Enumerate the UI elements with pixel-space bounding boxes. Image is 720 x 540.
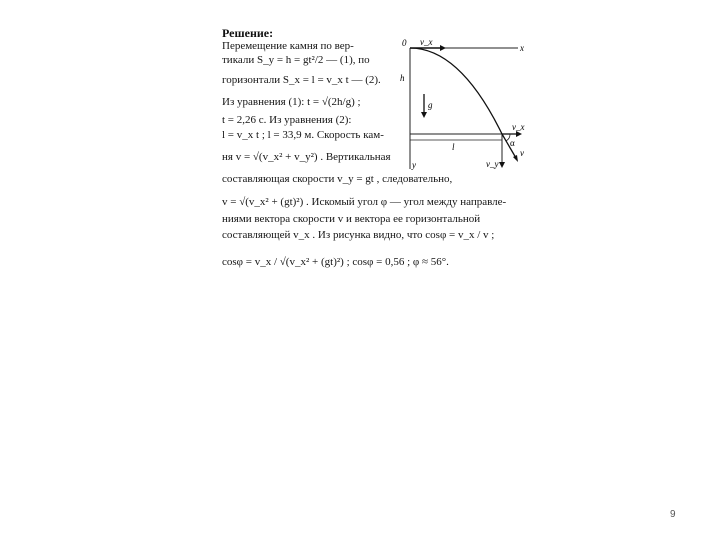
solution-line: горизонтали S_x = l = v_x t — (2).	[222, 74, 381, 86]
g-label: g	[428, 100, 433, 110]
top-vx-label: v_x	[420, 37, 433, 47]
l-label: l	[452, 142, 455, 152]
solution-line: ня v = √(v_x² + v_y²) . Вертикальная	[222, 151, 391, 163]
impact-vx-label: v_x	[512, 122, 525, 132]
v-arrowhead	[513, 155, 518, 162]
page-number: 9	[670, 509, 676, 520]
solution-line: l = v_x t ; l = 33,9 м. Скорость кам-	[222, 129, 384, 141]
vy-arrowhead	[499, 162, 505, 168]
h-label: h	[400, 73, 405, 83]
alpha-label: α	[510, 138, 515, 148]
trajectory-curve	[410, 48, 502, 134]
solution-line: составляющей v_x . Из рисунка видно, что cosφ = v_x / v ;	[222, 229, 495, 241]
top-vx-arrowhead	[440, 45, 446, 51]
solution-line: составляющая скорости v_y = gt , следовательно,	[222, 173, 453, 185]
solution-line: ниями вектора скорости v и вектора ее горизонтальной	[222, 213, 481, 225]
v-label: v	[520, 148, 524, 158]
solution-line: Перемещение камня по вер-	[222, 40, 354, 52]
solution-line: тикали S_y = h = gt²/2 — (1), по	[222, 54, 370, 66]
g-arrowhead	[421, 112, 427, 118]
x-axis-label: x	[520, 43, 524, 53]
solution-line: cosφ = v_x / √(v_x² + (gt)²) ; cosφ = 0,56 ; φ ≈ 56°.	[222, 256, 449, 268]
solution-scan	[214, 18, 534, 288]
solution-line: t = 2,26 c. Из уравнения (2):	[222, 114, 352, 126]
solution-heading: Решение:	[222, 26, 274, 40]
solution-line: Из уравнения (1): t = √(2h/g) ;	[222, 96, 361, 108]
vy-label: v_y	[486, 159, 499, 169]
y-axis-label: y	[412, 160, 416, 170]
trajectory-diagram	[400, 36, 534, 171]
origin-label: 0	[402, 38, 407, 48]
solution-line: v = √(v_x² + (gt)²) . Искомый угол φ — угол между направле-	[222, 196, 507, 208]
